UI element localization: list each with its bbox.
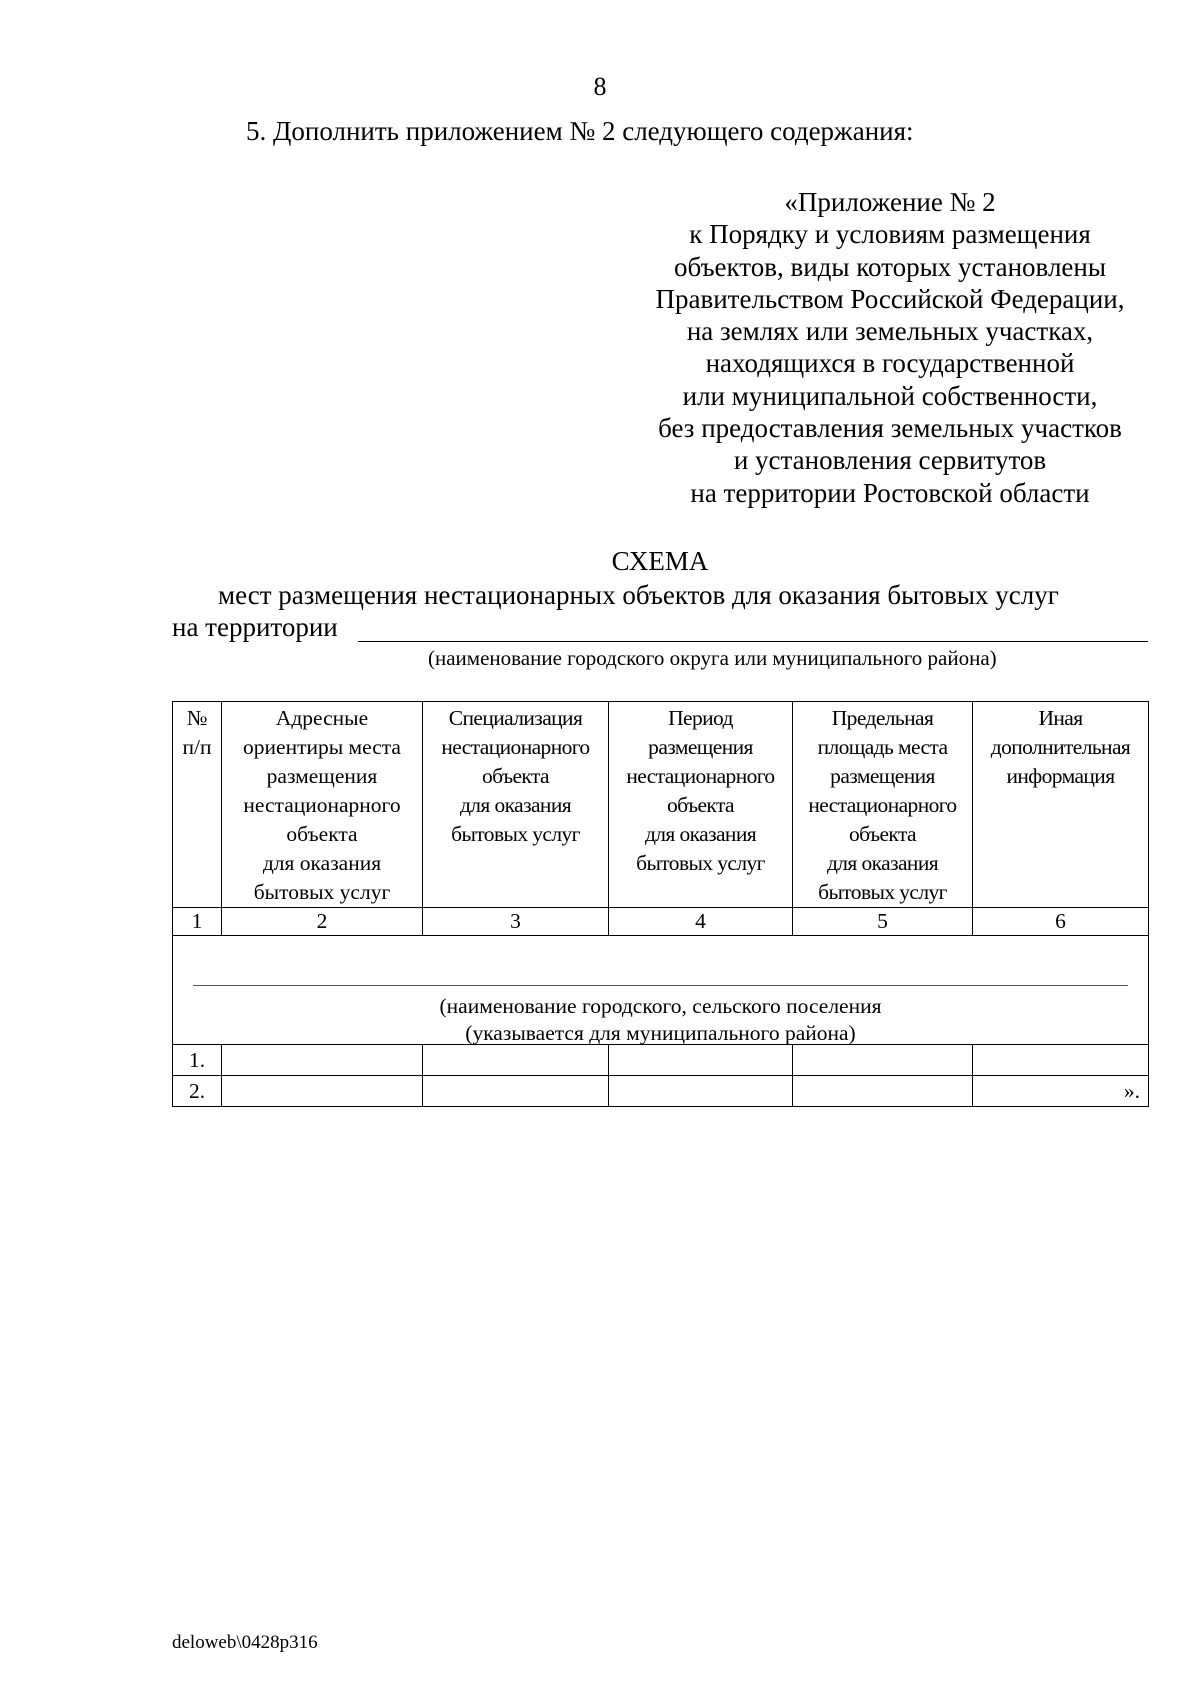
appendix-line: объектов, виды которых установлены <box>674 251 1106 282</box>
header-cell-specialization <box>423 702 609 908</box>
column-number: 6 <box>973 908 1149 936</box>
text-line: ориентиры места <box>243 735 401 759</box>
text-line: размещения <box>830 764 935 788</box>
appendix-line: «Приложение № 2 <box>784 187 996 217</box>
text-line: (указывается для муниципального района) <box>465 1021 856 1045</box>
table-row <box>173 1076 1149 1107</box>
text-line: объекта <box>849 822 916 846</box>
column-number: 5 <box>793 908 973 936</box>
text-line: размещения <box>266 764 378 788</box>
appendix-line: находящихся в государственной <box>705 348 1075 379</box>
text-line: Предельная <box>831 706 934 730</box>
text-line: объекта <box>667 793 734 817</box>
document-footer-code: deloweb\0428p316 <box>172 1632 318 1653</box>
text-line: площадь места <box>817 735 948 759</box>
text-line: (наименование городского, сельского поселения <box>439 994 882 1018</box>
appendix-line: Правительством Российской Федерации, <box>655 283 1125 314</box>
column-number: 1 <box>173 908 222 936</box>
column-number: 3 <box>423 908 609 936</box>
text-line: нестационарного <box>441 735 590 759</box>
appendix-line: к Порядку и условиям размещения <box>689 219 1091 250</box>
appendix-line: и установления сервитутов <box>733 445 1047 476</box>
column-number: 4 <box>609 908 793 936</box>
text-line: бытовых услуг <box>451 822 580 846</box>
table-cell <box>222 1045 423 1076</box>
settlement-fill-line <box>193 985 1128 986</box>
column-number-row <box>173 908 1149 936</box>
settlement-caption <box>173 993 1148 1047</box>
table-cell <box>222 1076 423 1107</box>
settlement-cell <box>173 936 1149 1045</box>
header-cell-period-text <box>609 702 792 878</box>
header-cell-number-text <box>173 702 221 762</box>
header-cell-area-text <box>793 702 972 907</box>
table-cell <box>973 1045 1149 1076</box>
text-line: п/п <box>182 735 212 759</box>
text-line: дополнительная <box>990 735 1131 759</box>
table-cell <box>973 1076 1149 1107</box>
text-line: бытовых услуг <box>636 851 765 875</box>
appendix-line: без предоставления земельных участков <box>658 413 1122 444</box>
table-header-row <box>173 702 1149 908</box>
header-cell-period <box>609 702 793 908</box>
table-cell <box>423 1045 609 1076</box>
text-line: Период <box>668 706 733 730</box>
appendix-header <box>620 186 1160 509</box>
table-row <box>173 1045 1149 1076</box>
settlement-row <box>173 936 1149 1045</box>
appendix-line: на землях или земельных участках, <box>686 316 1094 347</box>
scheme-table <box>172 701 1149 1107</box>
header-cell-area <box>793 702 973 908</box>
text-line: размещения <box>648 735 753 759</box>
page-number: 8 <box>593 72 607 101</box>
text-line: Специализация <box>448 706 583 730</box>
header-cell-specialization-text <box>423 702 608 849</box>
table-cell <box>609 1045 793 1076</box>
table-cell <box>609 1076 793 1107</box>
text-line: нестационарного <box>808 793 957 817</box>
appendix-line: на территории Ростовской области <box>690 477 1090 508</box>
text-line: объекта <box>482 764 549 788</box>
text-line: для оказания <box>459 793 572 817</box>
closing-quote: ». <box>1123 1079 1140 1103</box>
text-line: для оказания <box>826 851 939 875</box>
column-number: 2 <box>222 908 423 936</box>
territory-caption: (наименование городского округа или муниципального района) <box>428 646 997 670</box>
territory-label: на территории <box>172 612 338 642</box>
appendix-line: или муниципальной собственности, <box>682 380 1098 411</box>
text-line: информация <box>1006 764 1115 788</box>
text-line: № <box>186 706 208 730</box>
text-line: нестационарного <box>243 793 401 817</box>
row-number: 1. <box>173 1045 222 1076</box>
header-cell-address <box>222 702 423 908</box>
header-cell-other-info-text <box>973 702 1148 791</box>
territory-fill-line <box>358 641 1148 642</box>
text-line: для оказания <box>644 822 757 846</box>
table-cell <box>423 1076 609 1107</box>
text-line: Иная <box>1038 706 1083 730</box>
text-line: нестационарного <box>626 764 775 788</box>
row-number: 2. <box>173 1076 222 1107</box>
header-cell-number <box>173 702 222 908</box>
text-line: объекта <box>286 822 358 846</box>
intro-paragraph: 5. Дополнить приложением № 2 следующего содержания: <box>246 116 914 146</box>
text-line: бытовых услуг <box>818 880 947 904</box>
text-line: бытовых услуг <box>253 880 391 904</box>
table-cell <box>793 1076 973 1107</box>
header-cell-address-text <box>222 702 422 907</box>
text-line: для оказания <box>262 851 382 875</box>
table-cell <box>793 1045 973 1076</box>
header-cell-other-info <box>973 702 1149 908</box>
scheme-title: СХЕМА <box>611 546 709 576</box>
text-line: Адресные <box>275 706 369 730</box>
scheme-subtitle: мест размещения нестационарных объектов для оказания бытовых услуг <box>218 580 1059 610</box>
